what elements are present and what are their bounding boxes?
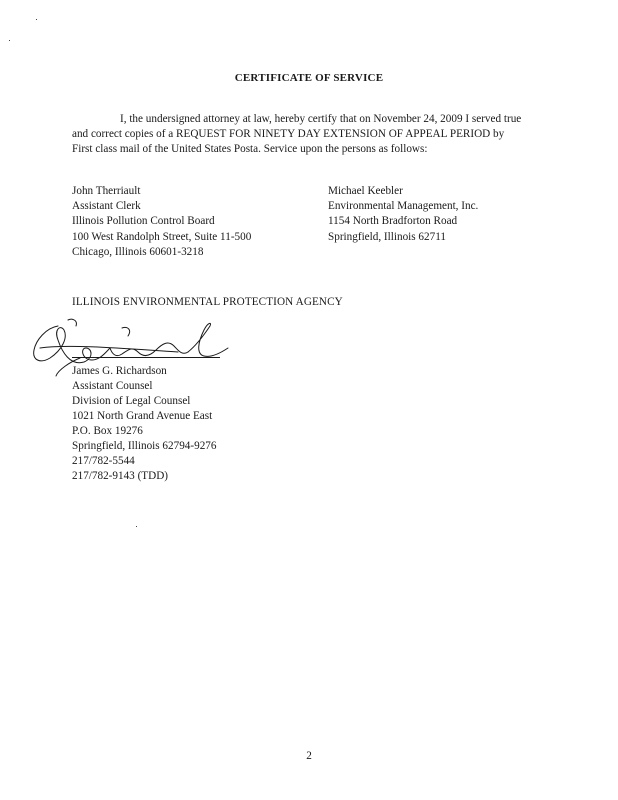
paragraph-line: First class mail of the United States Posta. Service upon the persons as follows: — [72, 143, 428, 155]
address-line: Chicago, Illinois 60601-3218 — [72, 245, 204, 258]
signer-line: 1021 North Grand Avenue East — [72, 410, 213, 422]
address-line: Michael Keebler — [328, 185, 403, 197]
certificate-title: CERTIFICATE OF SERVICE — [234, 72, 384, 84]
signer-line: James G. Richardson — [72, 365, 167, 377]
scan-speck — [9, 40, 10, 41]
address-line: 100 West Randolph Street, Suite 11-500 — [72, 230, 252, 243]
address-line: Environmental Management, Inc. — [328, 200, 479, 213]
signer-line: Springfield, Illinois 62794-9276 — [72, 440, 217, 452]
signer-line: Assistant Counsel — [72, 380, 153, 392]
address-line: Illinois Pollution Control Board — [72, 215, 215, 228]
scan-speck — [136, 526, 137, 527]
recipient-address-left — [72, 184, 251, 260]
certification-paragraph — [72, 112, 550, 157]
signer-line: Division of Legal Counsel — [72, 395, 191, 407]
address-line: 1154 North Bradforton Road — [328, 215, 458, 228]
address-line: Assistant Clerk — [72, 200, 141, 213]
address-line: John Therriault — [72, 185, 141, 197]
recipient-address-right — [328, 184, 478, 245]
paragraph-line: I, the undersigned attorney at law, hereby certify that on November 24, 2009 I served true — [120, 113, 522, 125]
signature-line — [72, 357, 220, 358]
signer-line: P.O. Box 19276 — [72, 425, 143, 437]
address-line: Springfield, Illinois 62711 — [328, 230, 446, 243]
signer-line: 217/782-5544 — [72, 455, 135, 467]
paragraph-line: and correct copies of a REQUEST FOR NINETY DAY EXTENSION OF APPEAL PERIOD by — [72, 128, 505, 140]
scan-speck — [36, 19, 37, 20]
signer-line: 217/782-9143 (TDD) — [72, 470, 169, 482]
agency-name: ILLINOIS ENVIRONMENTAL PROTECTION AGENCY — [72, 296, 343, 308]
page-number: 2 — [306, 750, 312, 762]
signer-block — [72, 364, 217, 484]
